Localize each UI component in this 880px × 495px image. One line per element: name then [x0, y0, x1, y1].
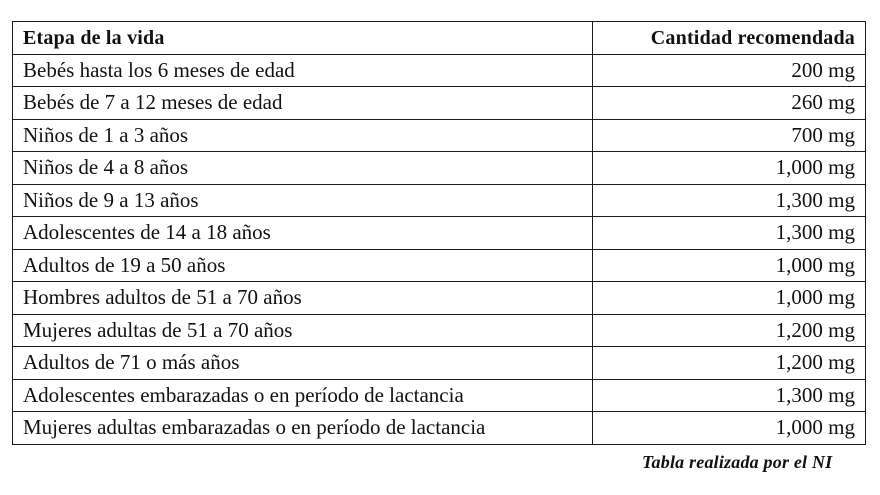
life-stage-cell: Adultos de 71 o más años [13, 347, 593, 380]
life-stage-cell: Adolescentes de 14 a 18 años [13, 217, 593, 250]
amount-cell: 260 mg [593, 87, 866, 120]
table-row [13, 184, 866, 217]
table-row [13, 249, 866, 282]
table-caption: Tabla realizada por el NI [642, 452, 833, 472]
life-stage-cell: Niños de 9 a 13 años [13, 184, 593, 217]
header-recommended-amount: Cantidad recomendada [593, 22, 866, 55]
life-stage-cell: Bebés de 7 a 12 meses de edad [13, 87, 593, 120]
amount-cell: 1,300 mg [593, 184, 866, 217]
life-stage-cell: Mujeres adultas de 51 a 70 años [13, 314, 593, 347]
table-row [13, 379, 866, 412]
recommended-intake-table [12, 21, 866, 445]
table-row [13, 347, 866, 380]
table-row [13, 282, 866, 315]
amount-cell: 1,000 mg [593, 282, 866, 315]
table-row [13, 87, 866, 120]
table-row [13, 217, 866, 250]
life-stage-cell: Niños de 4 a 8 años [13, 152, 593, 185]
amount-cell: 1,000 mg [593, 152, 866, 185]
table-header-row [13, 22, 866, 55]
header-life-stage: Etapa de la vida [13, 22, 593, 55]
table-row [13, 119, 866, 152]
table-row [13, 412, 866, 445]
life-stage-cell: Niños de 1 a 3 años [13, 119, 593, 152]
table-row [13, 314, 866, 347]
amount-cell: 1,000 mg [593, 412, 866, 445]
life-stage-cell: Mujeres adultas embarazadas o en período de lactancia [13, 412, 593, 445]
amount-cell: 1,300 mg [593, 379, 866, 412]
amount-cell: 1,000 mg [593, 249, 866, 282]
table-row [13, 54, 866, 87]
amount-cell: 1,200 mg [593, 314, 866, 347]
amount-cell: 1,300 mg [593, 217, 866, 250]
life-stage-cell: Adolescentes embarazadas o en período de lactancia [13, 379, 593, 412]
amount-cell: 700 mg [593, 119, 866, 152]
amount-cell: 200 mg [593, 54, 866, 87]
life-stage-cell: Bebés hasta los 6 meses de edad [13, 54, 593, 87]
life-stage-cell: Hombres adultos de 51 a 70 años [13, 282, 593, 315]
life-stage-cell: Adultos de 19 a 50 años [13, 249, 593, 282]
amount-cell: 1,200 mg [593, 347, 866, 380]
table-row [13, 152, 866, 185]
